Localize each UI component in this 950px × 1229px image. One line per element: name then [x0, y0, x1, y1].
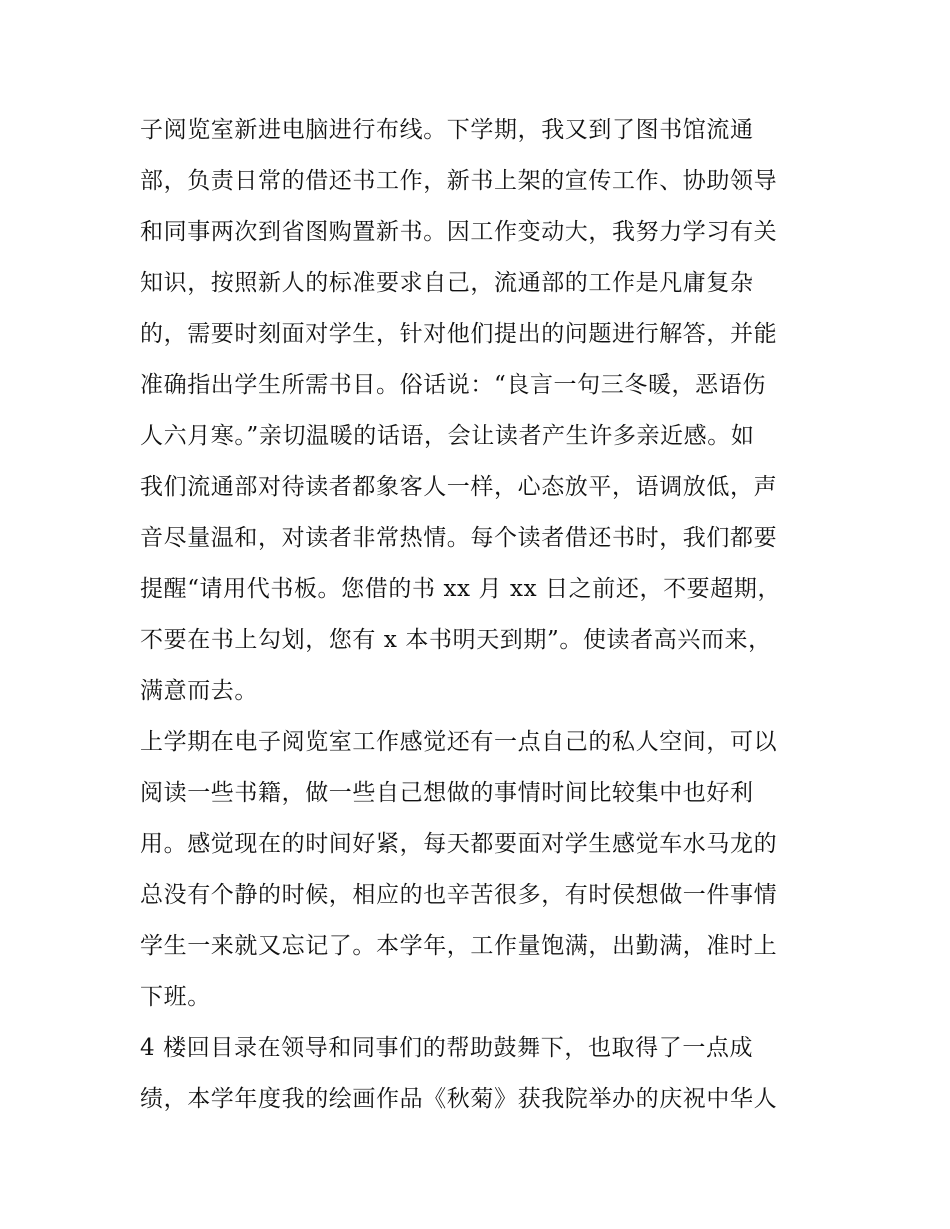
text-line: 和同事两次到省图购置新书。因工作变动大，我努力学习有关	[140, 219, 778, 245]
text-line: 上学期在电子阅览室工作感觉还有一点自己的私人空间，可以	[140, 729, 778, 755]
text-line: 4 楼回目录在领导和同事们的帮助鼓舞下，也取得了一点成	[140, 1035, 754, 1061]
text-line: 不要在书上勾划，您有 x 本书明天到期”。使读者高兴而来，	[140, 627, 772, 653]
text-line: 下班。	[140, 984, 211, 1010]
text-line: 总没有个静的时候，相应的也辛苦很多，有时侯想做一件事情	[140, 882, 778, 908]
text-line: 部，负责日常的借还书工作，新书上架的宣传工作、协助领导	[140, 168, 778, 194]
text-line: 子阅览室新进电脑进行布线。下学期，我又到了图书馆流通	[140, 117, 754, 143]
text-line: 阅读一些书籍，做一些自己想做的事情时间比较集中也好利	[140, 780, 754, 806]
document-body	[140, 105, 820, 1125]
text-line: 我们流通部对待读者都象客人一样，心态放平，语调放低，声	[140, 474, 778, 500]
text-line: 的，需要时刻面对学生，针对他们提出的问题进行解答，并能	[140, 321, 778, 347]
paragraph-3	[140, 1023, 820, 1125]
text-line: 提醒“请用代书板。您借的书 xx 月 xx 日之前还，不要超期，	[140, 576, 782, 602]
text-line: 满意而去。	[140, 678, 258, 704]
text-line: 知识，按照新人的标准要求自己，流通部的工作是凡庸复杂	[140, 270, 754, 296]
paragraph-2	[140, 717, 820, 1023]
text-line: 学生一来就又忘记了。本学年，工作量饱满，出勤满，准时上	[140, 933, 778, 959]
text-line: 用。感觉现在的时间好紧，每天都要面对学生感觉车水马龙的	[140, 831, 778, 857]
text-line: 准确指出学生所需书目。俗话说：“良言一句三冬暖，恶语伤	[140, 372, 766, 398]
text-line: 绩，本学年度我的绘画作品《秋菊》获我院举办的庆祝中华人	[140, 1086, 778, 1112]
text-line: 人六月寒。”亲切温暖的话语，会让读者产生许多亲近感。如	[140, 423, 755, 449]
paragraph-1	[140, 105, 820, 717]
text-line: 音尽量温和，对读者非常热情。每个读者借还书时，我们都要	[140, 525, 778, 551]
